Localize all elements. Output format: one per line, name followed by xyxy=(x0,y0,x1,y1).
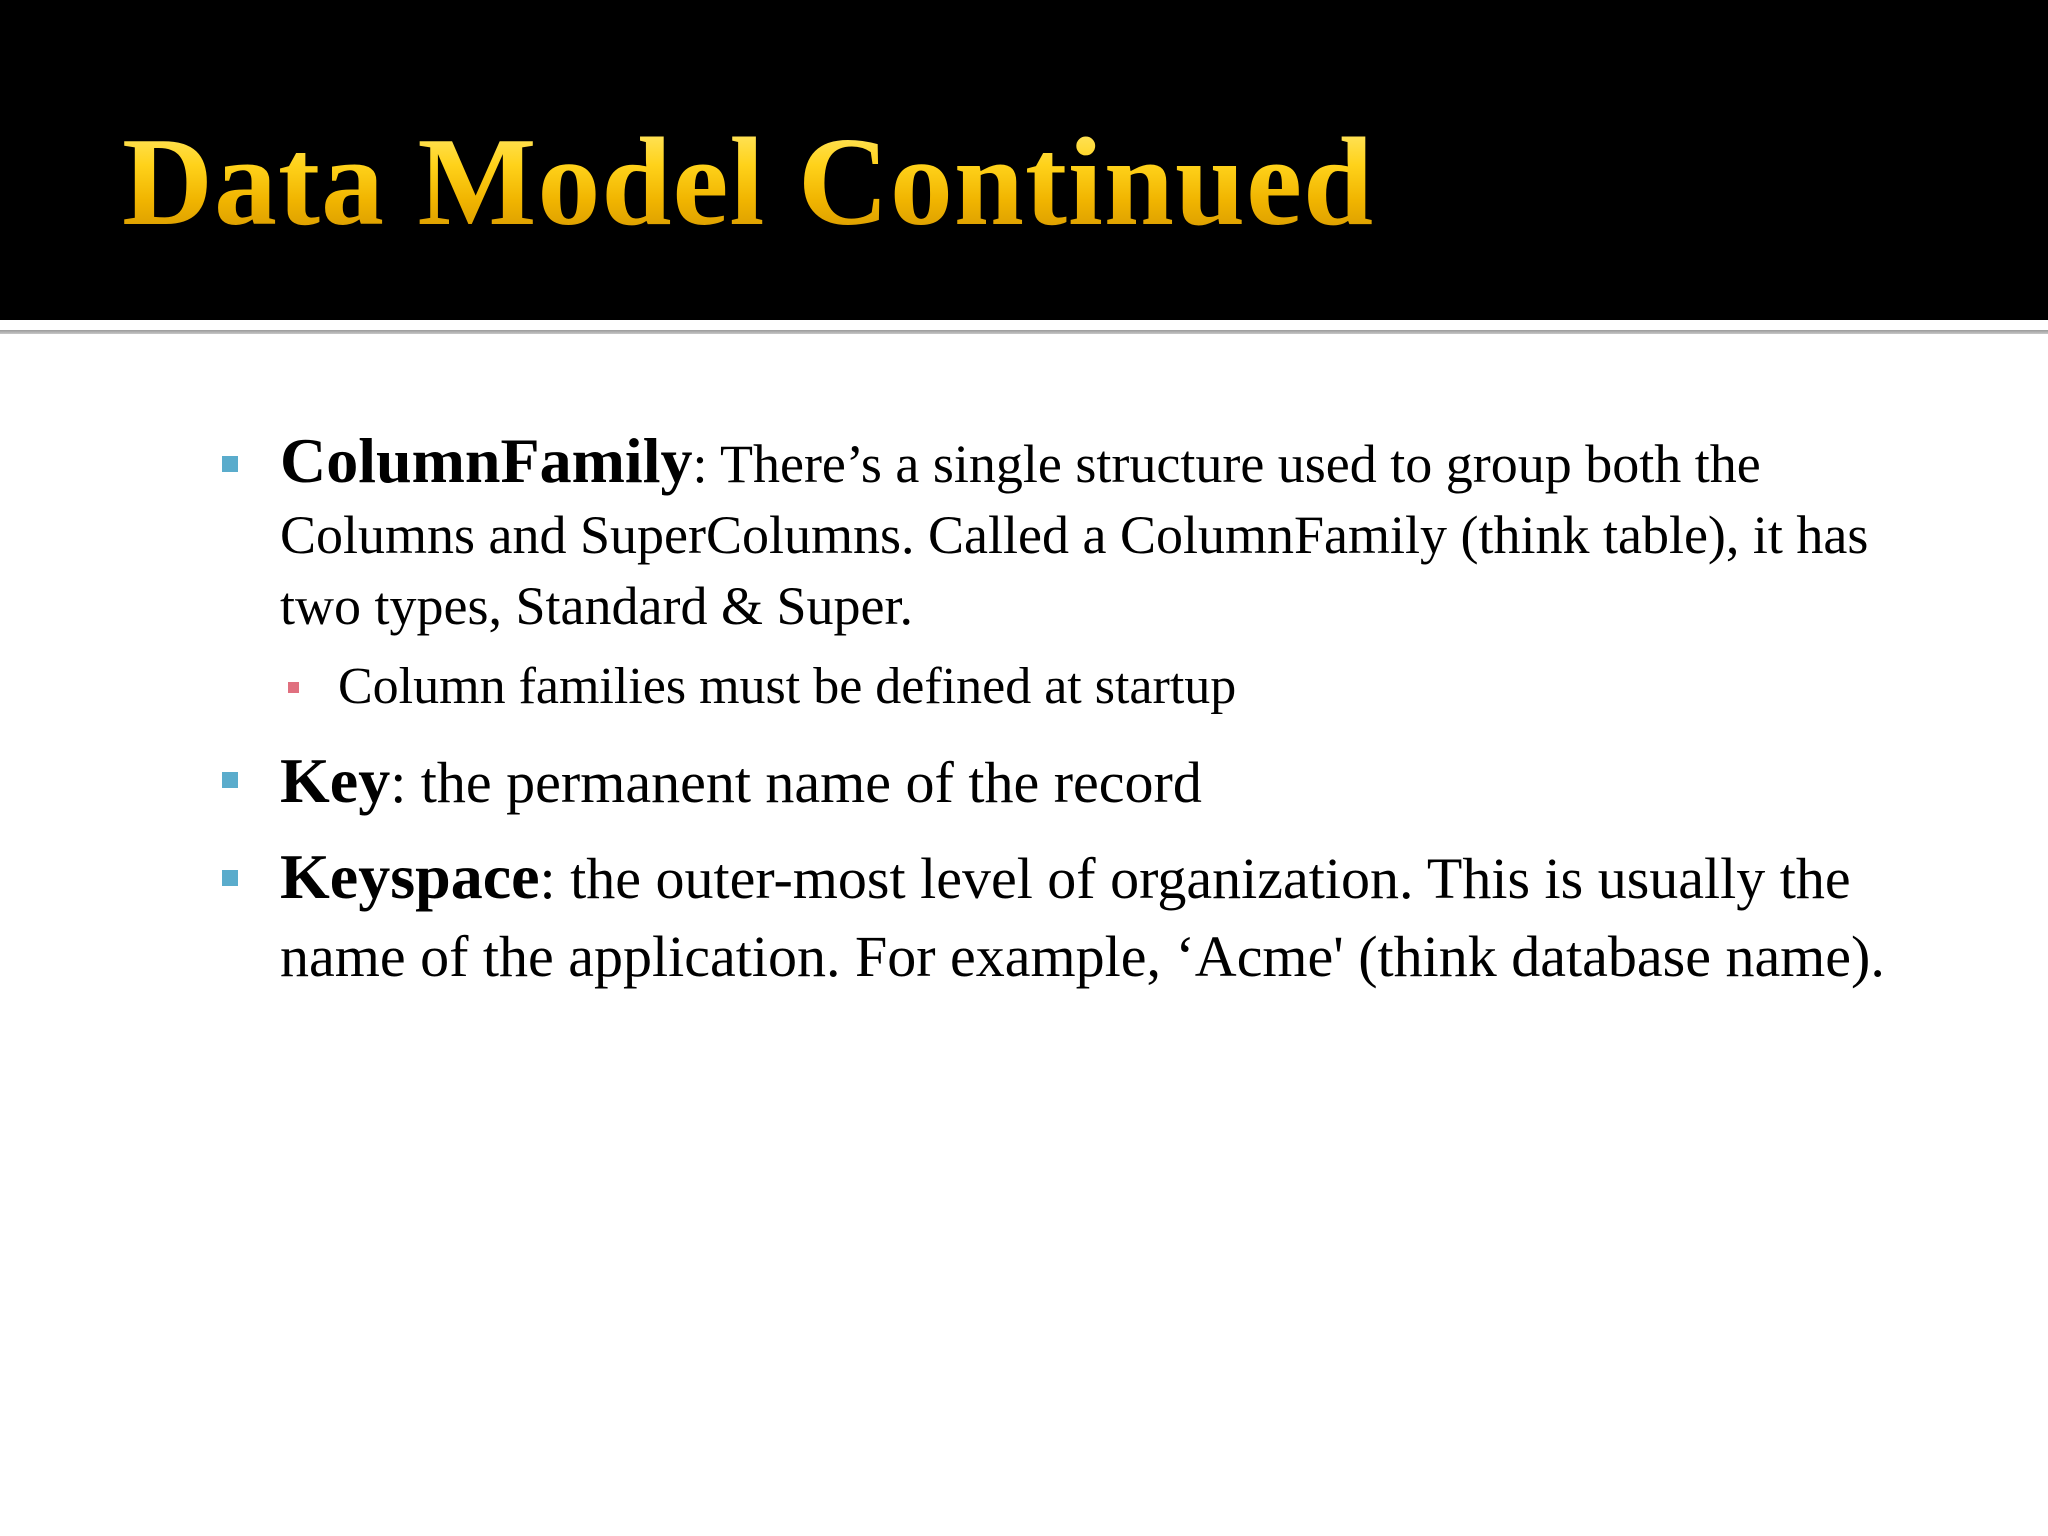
bullet-key-text xyxy=(280,742,1920,822)
bullet-columnfamily-text xyxy=(280,425,1920,642)
bullet-description: : the permanent name of the record xyxy=(390,750,1202,815)
square-sub-bullet-icon xyxy=(288,682,299,693)
bullet-description: : There’s a single structure used to group both the Columns and SuperColumns. Called a ColumnFamily (think table), it has two types, Standard & Super. xyxy=(280,434,1869,636)
sub-bullet-column-families xyxy=(338,654,1918,720)
bullet-keyspace-text xyxy=(280,838,1920,996)
bullet-columnfamily xyxy=(280,425,1920,642)
bullet-keyspace xyxy=(280,838,1920,996)
square-bullet-icon xyxy=(222,870,238,886)
bullet-key xyxy=(280,742,1920,822)
bullet-description: : the outer-most level of organization. This is usually the name of the application. For example, ‘Acme' (think database name). xyxy=(280,846,1885,989)
bullet-term: Key xyxy=(280,745,391,816)
sub-bullet-text: Column families must be defined at startup xyxy=(338,658,1237,715)
bullet-term: ColumnFamily xyxy=(280,425,693,496)
square-bullet-icon xyxy=(222,772,238,788)
title-divider-gap xyxy=(0,320,2048,330)
title-divider-line xyxy=(0,330,2048,334)
bullet-term: Keyspace xyxy=(280,841,540,912)
square-bullet-icon xyxy=(222,456,238,472)
title-bar xyxy=(0,0,2048,320)
slide-title: Data Model Continued xyxy=(122,108,1374,258)
